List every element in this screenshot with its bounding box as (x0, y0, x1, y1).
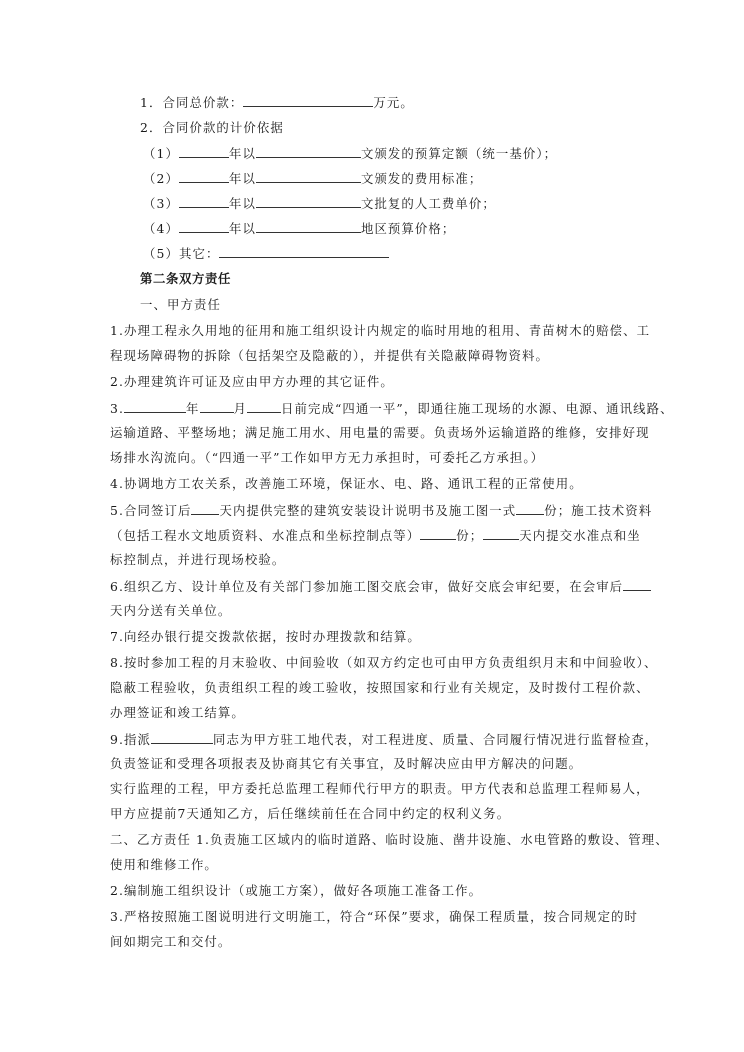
year-blank (124, 400, 186, 413)
clause-b1-line1: 二、乙方责任 1.负责施工区域内的临时道路、临时设施、凿井设施、水电管路的敷设、管理、 (110, 832, 669, 847)
supervision-line1: 实行监理的工程，甲方委托总监理工程师代行甲方的职责。甲方代表和总监理工程师易人， (110, 781, 650, 796)
clause-a8-line2: 隐蔽工程验收，负责组织工程的竣工验收，按照国家和行业有关规定，及时拨付工程价款、 (110, 680, 650, 695)
basis-number: （2） (143, 171, 179, 186)
clause-a6-line2: 天内分送有关单位。 (110, 603, 232, 618)
clause-a1-line1: 1.办理工程永久用地的征用和施工组织设计内规定的临时用地的租用、青苗树木的赔偿、工 (110, 323, 651, 338)
total-price-blank (243, 94, 373, 107)
basis-number: （1） (143, 146, 179, 161)
doc-blank (256, 170, 361, 183)
basis-tail: 文颁发的预算定额（统一基价）； (360, 146, 558, 161)
basis-mid: 年以 (228, 221, 256, 236)
price-basis-heading: 2．合同价款的计价依据 (140, 120, 284, 135)
clause-text: 年 (186, 401, 200, 416)
basis-mid: 年以 (228, 171, 256, 186)
article-title: 第二条双方责任 (140, 271, 231, 286)
clause-a3-line1 (110, 400, 674, 417)
basis-tail: 文批复的人工费单价； (360, 196, 496, 211)
day-blank (247, 400, 281, 413)
representative-blank (151, 731, 213, 744)
basis-tail: 文颁发的费用标准； (360, 171, 483, 186)
month-blank (200, 400, 234, 413)
price-basis-item (143, 170, 482, 187)
doc-blank (256, 145, 361, 158)
clause-a3-line2: 运输道路、平整场地；满足施工用水、用电量的需要。负责场外运输道路的维修，安排好现 (110, 425, 650, 440)
copies-blank (516, 502, 544, 515)
clause-text: （包括工程水文地质资料、水准点和坐标控制点等） (110, 528, 421, 543)
price-basis-item (143, 145, 557, 162)
basis-number: （3） (143, 196, 179, 211)
year-blank (179, 220, 229, 233)
price-basis-item (143, 195, 496, 212)
clause-b3-line2: 间如期完工和交付。 (110, 934, 232, 949)
clause-a5-line3: 标控制点，并进行现场校验。 (110, 552, 286, 567)
clause-a6-line1 (110, 578, 651, 595)
total-price-line (140, 94, 414, 111)
clause-a5-line1 (110, 502, 652, 519)
clause-text: 9.指派 (110, 732, 152, 747)
party-a-heading: 一、甲方责任 (140, 297, 221, 312)
total-price-unit: 万元。 (373, 95, 414, 110)
doc-blank (256, 220, 361, 233)
price-basis-item (143, 220, 455, 237)
year-blank (179, 145, 229, 158)
other-blank (219, 245, 389, 258)
year-blank (179, 195, 229, 208)
clause-text: 天内提供完整的建筑安装设计说明书及施工图一式 (219, 503, 517, 518)
basis-mid: 年以 (228, 196, 256, 211)
clause-text: 月 (233, 401, 248, 416)
clause-b2: 2.编制施工组织设计（或施工方案），做好各项施工准备工作。 (110, 883, 483, 898)
days-blank (483, 527, 519, 540)
clause-a7: 7.向经办银行提交拨款依据，按时办理拨款和结算。 (110, 629, 421, 644)
clause-a4: 4.协调地方工农关系，改善施工环境，保证水、电、路、通讯工程的正常使用。 (110, 476, 583, 491)
clause-a2: 2.办理建筑许可证及应由甲方办理的其它证件。 (110, 374, 394, 389)
supervision-line2: 甲方应提前7天通知乙方，后任继续前任在合同中约定的权利义务。 (110, 806, 511, 821)
days-blank (623, 578, 651, 591)
other-label: （5）其它： (143, 246, 220, 261)
clause-a3-line3: 场排水沟流向。（“四通一平”工作如甲方无力承担时，可委托乙方承担。） (110, 450, 545, 465)
clause-a9-line2: 负责签证和受理各项报表及协商其它有关事宜，及时解决应由甲方解决的问题。 (110, 756, 583, 771)
price-basis-other (143, 245, 389, 262)
clause-text: 日前完成“四通一平”，即通往施工现场的水源、电源、通讯线路、 (281, 401, 674, 416)
clause-a8-line1: 8.按时参加工程的月末验收、中间验收（如双方约定也可由甲方负责组织月末和中间验收）、 (110, 655, 658, 670)
total-price-label: 1．合同总价款： (140, 95, 244, 110)
clause-a8-line3: 办理签证和竣工结算。 (110, 705, 245, 720)
clause-b3-line1: 3.严格按照施工图说明进行文明施工，符合“环保”要求，确保工程质量，按合同规定的时 (110, 909, 639, 924)
clause-a1-line2: 程现场障碍物的拆除（包括架空及隐蔽的），并提供有关隐蔽障碍物资料。 (110, 348, 549, 363)
clause-a9-line1 (110, 731, 658, 748)
basis-tail: 地区预算价格； (360, 221, 456, 236)
clause-text: 6.组织乙方、设计单位及有关部门参加施工图交底会审，做好交底会审纪要，在会审后 (110, 579, 624, 594)
doc-blank (256, 195, 361, 208)
clause-a5-line2 (110, 527, 641, 544)
year-blank (179, 170, 229, 183)
clause-b1-line2: 使用和维修工作。 (110, 857, 218, 872)
clause-text: 3. (110, 401, 125, 416)
days-blank (191, 502, 219, 515)
clause-text: 份； (456, 528, 484, 543)
copies-blank (420, 527, 456, 540)
basis-mid: 年以 (228, 146, 256, 161)
basis-number: （4） (143, 221, 179, 236)
clause-text: 同志为甲方驻工地代表，对工程进度、质量、合同履行情况进行监督检查， (213, 732, 659, 747)
clause-text: 份；施工技术资料 (544, 503, 653, 518)
clause-text: 5.合同签订后 (110, 503, 192, 518)
clause-text: 天内提交水准点和坐 (519, 528, 641, 543)
